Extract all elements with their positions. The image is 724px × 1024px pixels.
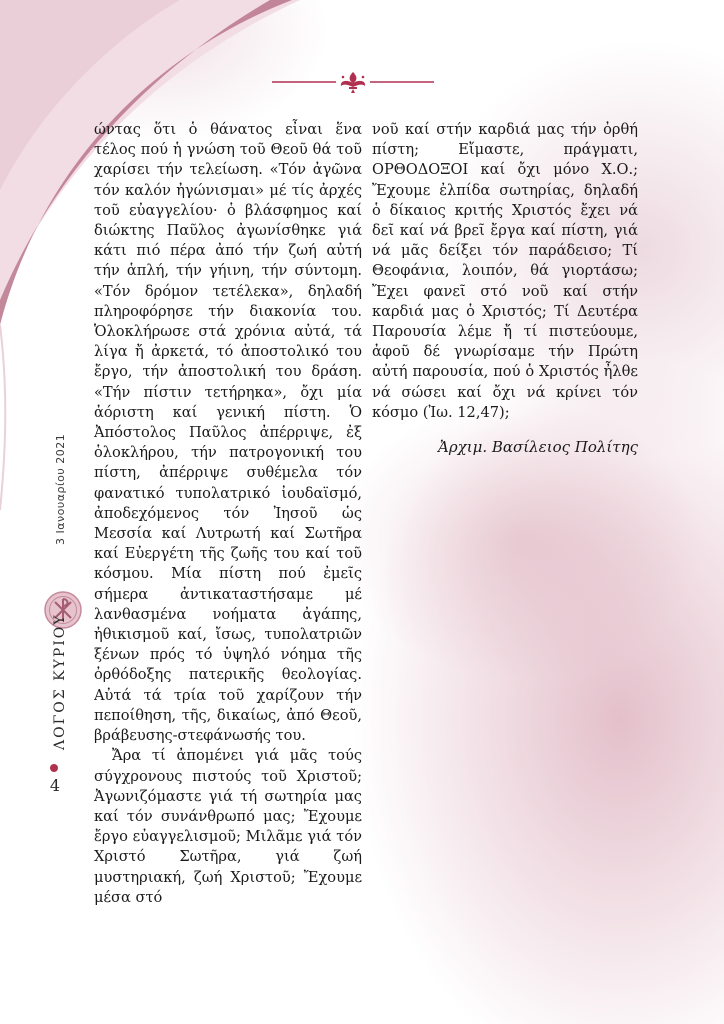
paragraph-1: ώντας ὅτι ὁ θάνατος εἶναι ἕνα τέλος πού ἡ γνώση τοῦ Θεοῦ θά τοῦ χαρίσει τήν τελείωση. «Τόν ἀγῶνα τόν καλόν ἠγώνισμαι» μέ τίς ἀρχές τοῦ εὐαγγελίου· ὁ βλάσφημος καί διώκτης Παῦλος ἀγωνίσθηκε γιά κάτι πιό πέρα ἀπό τήν ζωή αὐτή τήν ἁπλή, τήν γήινη, τήν σύντομη. «Τόν δρόμον τετέλεκα», δηλαδή πληροφόρησε τήν διακονία του. Ὁλοκλήρωσε στά χρόνια αὐτά, τά λίγα ἤ ἀρκετά, τό ἀποστολικό του ἔργο, τήν ἀποστολική του δράση. «Τήν πίστιν τετήρηκα», ὄχι μία ἀόριστη καί γενική πίστη. Ὁ Ἀπόστολος Παῦλος ἀπέρριψε, ἐξ ὁλοκλήρου, τήν πατρογονική του πίστη, ἀπέρριψε συθέμελα τόν φανατικό τυπολατρικό ἰουδαϊσμό, ἀποδεχόμενος τόν Ἰησοῦ ὡς Μεσσία καί Λυτρωτή καί Σωτῆρα καί Εὐεργέτη τῆς ζωῆς του καί τοῦ κόσμου. Μία πίστη πού ἐμεῖς σήμερα ἀντικαταστήσαμε μέ λανθασμένα νοήματα ἀγάπης, ἠθικισμοῦ καί, ἴσως, τυπολατριῶν ξένων πρός τό ὑψηλό νόημα τῆς ὀρθόδοξης πατερικῆς θεολογίας. Αὐτά τά τρία τοῦ χαρίζουν τήν πεποίθηση, τῆς, δικαίως, ἀπό Θεοῦ, βράβευσης-στεφάνωσής του. xyxy=(94,121,362,745)
article-left-column xyxy=(94,120,362,908)
bullet-dot-icon xyxy=(50,764,58,772)
fleur-de-lis-ornament-icon xyxy=(272,70,434,94)
author-signature: Ἀρχιμ. Βασίλειος Πολίτης xyxy=(437,438,638,457)
magazine-name: ΛΟΓΟΣ ΚΥΡΙΟΥ xyxy=(52,613,68,750)
paragraph-3: νοῦ καί στήν καρδιά μας τήν ὀρθή πίστη; Εἴμαστε, πράγματι, ΟΡΘΟΔΟΞΟΙ καί ὄχι μόνο Χ.Ο.; Ἔχουμε ἐλπίδα σωτηρίας, δηλαδή ὁ δίκαιος κριτής Χριστός ἔχει νά δεῖ καί νά βρεῖ ἔργα καί πίστη, γιά νά μᾶς δείξει τόν παράδεισο; Τί Θεοφάνια, λοιπόν, θά γιορτάσω; Ἔχει φανεῖ στό νοῦ καί στήν καρδιά μας ὁ Χριστός; Τί Δευτέρα Παρουσία λέμε ἤ τί πιστεύουμε, ἀφοῦ δέ γνωρίσαμε τήν Πρώτη αὐτή παρουσία, πού ὁ Χριστός ἦλθε νά σώσει καί ὄχι νά κρίνει τόν κόσμο (Ἰω. 12,47); xyxy=(372,121,638,421)
article-right-column xyxy=(372,120,638,457)
paragraph-2: Ἄρα τί ἀπομένει γιά μᾶς τούς σύγχρονους πιστούς τοῦ Χριστοῦ; Ἀγωνιζόμαστε γιά τή σωτηρία μας καί τόν συνάνθρωπό μας; Ἔχουμε ἔργο εὐαγγελισμοῦ; Μιλᾶμε γιά τόν Χριστό Σωτῆρα, γιά ζωή μυστηριακή, ζωή Χριστοῦ; Ἔχουμε μέσα στό xyxy=(94,747,362,906)
issue-date: 3 Ιανουαρίου 2021 xyxy=(54,433,67,545)
page-number: 4 xyxy=(49,776,61,795)
